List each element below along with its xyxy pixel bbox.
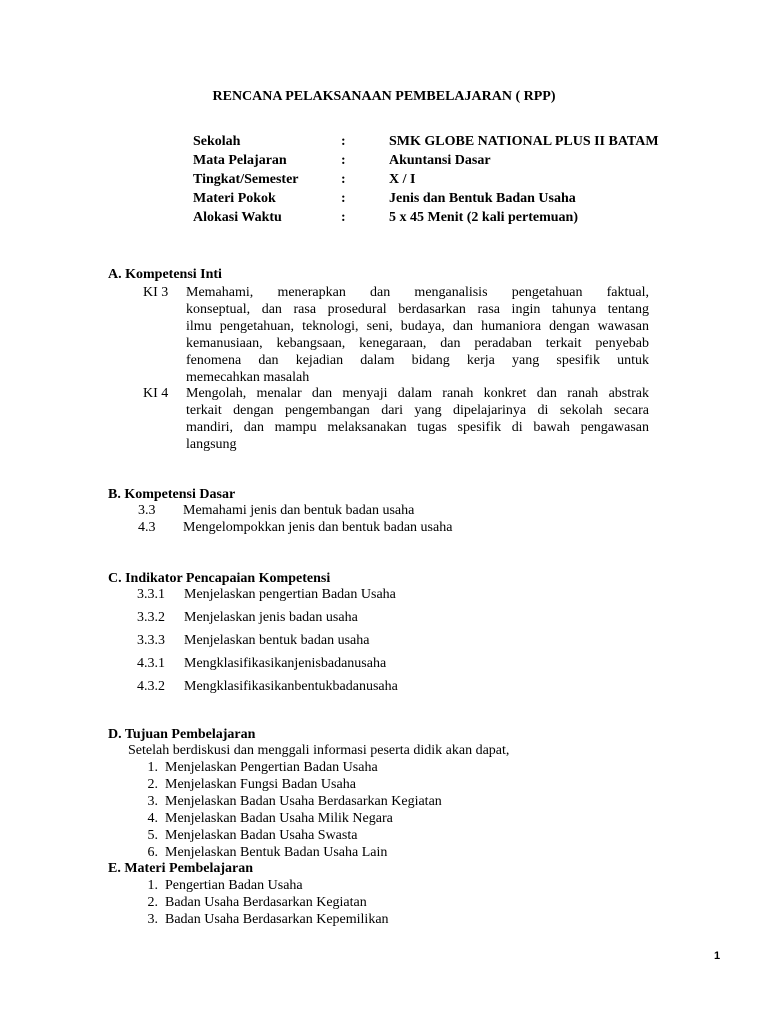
objective-number: 5. xyxy=(147,828,158,843)
objective-number: 3. xyxy=(147,794,158,809)
ki-text-line: Mengolah, menalar dan menyaji dalam ranah konkret dan ranah abstrak xyxy=(186,386,649,401)
identity-value: Jenis dan Bentuk Badan Usaha xyxy=(389,191,576,206)
identity-label: Sekolah xyxy=(193,134,241,149)
objective-text: Menjelaskan Badan Usaha Berdasarkan Kegiatan xyxy=(165,794,442,809)
objective-number: 2. xyxy=(147,777,158,792)
ki-text-line: mandiri, dan mampu melaksanakan tugas spesifik di bawah pengawasan xyxy=(186,420,649,435)
indicator-number: 4.3.1 xyxy=(137,656,165,671)
objective-number: 1. xyxy=(147,760,158,775)
identity-value: SMK GLOBE NATIONAL PLUS II BATAM xyxy=(389,134,659,149)
ki-code: KI 3 xyxy=(143,285,169,300)
kd-text: Mengelompokkan jenis dan bentuk badan usaha xyxy=(183,520,453,535)
identity-colon: : xyxy=(341,134,346,149)
indicator-text: Menjelaskan pengertian Badan Usaha xyxy=(184,587,396,602)
document-title: RENCANA PELAKSANAAN PEMBELAJARAN ( RPP) xyxy=(212,89,556,104)
identity-value: 5 x 45 Menit (2 kali pertemuan) xyxy=(389,210,578,225)
indicator-number: 3.3.2 xyxy=(137,610,165,625)
material-text: Badan Usaha Berdasarkan Kegiatan xyxy=(165,895,367,910)
identity-row-alokasi-waktu xyxy=(0,209,768,228)
indicator-text: Menjelaskan jenis badan usaha xyxy=(184,610,358,625)
kd-number: 3.3 xyxy=(138,503,156,518)
section-d-intro: Setelah berdiskusi dan menggali informasi peserta didik akan dapat, xyxy=(128,743,510,758)
ki-text-line: fenomena dan kejadian dalam bidang kerja yang spesifik untuk xyxy=(186,353,649,368)
material-number: 3. xyxy=(147,912,158,927)
ki-text-line: kemanusiaan, kebangsaan, kenegaraan, dan peradaban terkait penyebab xyxy=(186,336,649,351)
identity-label: Alokasi Waktu xyxy=(193,210,282,225)
section-a-heading: A. Kompetensi Inti xyxy=(108,267,222,282)
indicator-text: Mengklasifikasikanjenisbadanusaha xyxy=(184,656,387,671)
identity-colon: : xyxy=(341,191,346,206)
identity-label: Materi Pokok xyxy=(193,191,276,206)
ki-code: KI 4 xyxy=(143,386,169,401)
section-e-heading: E. Materi Pembelajaran xyxy=(108,861,254,876)
identity-row-materi-pokok xyxy=(0,190,768,209)
identity-value: X / I xyxy=(389,172,416,187)
objective-text: Menjelaskan Bentuk Badan Usaha Lain xyxy=(165,845,388,860)
ki-text-line: ilmu pengetahuan, teknologi, seni, budaya, dan humaniora dengan wawasan xyxy=(186,319,649,334)
identity-label: Tingkat/Semester xyxy=(193,172,299,187)
objective-number: 4. xyxy=(147,811,158,826)
identity-label: Mata Pelajaran xyxy=(193,153,287,168)
identity-colon: : xyxy=(341,153,346,168)
material-number: 1. xyxy=(147,878,158,893)
objective-number: 6. xyxy=(147,845,158,860)
indicator-number: 4.3.2 xyxy=(137,679,165,694)
objective-text: Menjelaskan Fungsi Badan Usaha xyxy=(165,777,356,792)
material-text: Badan Usaha Berdasarkan Kepemilikan xyxy=(165,912,389,927)
objective-text: Menjelaskan Pengertian Badan Usaha xyxy=(165,760,378,775)
objective-text: Menjelaskan Badan Usaha Swasta xyxy=(165,828,358,843)
material-number: 2. xyxy=(147,895,158,910)
kd-number: 4.3 xyxy=(138,520,156,535)
objective-text: Menjelaskan Badan Usaha Milik Negara xyxy=(165,811,393,826)
section-b-heading: B. Kompetensi Dasar xyxy=(108,487,236,502)
ki-text xyxy=(186,284,649,386)
ki-text-line: langsung xyxy=(186,437,237,452)
ki-text xyxy=(186,385,649,453)
identity-colon: : xyxy=(341,172,346,187)
section-c-heading: C. Indikator Pencapaian Kompetensi xyxy=(108,571,331,586)
identity-row-tingkat-semester xyxy=(0,171,768,190)
ki-text-line: konseptual, dan rasa prosedural berdasarkan rasa ingin tahunya tentang xyxy=(186,302,649,317)
indicator-text: Mengklasifikasikanbentukbadanusaha xyxy=(184,679,398,694)
section-d-heading: D. Tujuan Pembelajaran xyxy=(108,727,256,742)
material-text: Pengertian Badan Usaha xyxy=(165,878,303,893)
indicator-number: 3.3.1 xyxy=(137,587,165,602)
page-number: 1 xyxy=(714,950,721,962)
indicator-number: 3.3.3 xyxy=(137,633,165,648)
identity-value: Akuntansi Dasar xyxy=(389,153,491,168)
kd-text: Memahami jenis dan bentuk badan usaha xyxy=(183,503,415,518)
indicator-text: Menjelaskan bentuk badan usaha xyxy=(184,633,370,648)
identity-row-mata-pelajaran xyxy=(0,152,768,171)
ki-text-line: Memahami, menerapkan dan menganalisis pengetahuan faktual, xyxy=(186,285,649,300)
ki-text-line: memecahkan masalah xyxy=(186,370,310,385)
identity-colon: : xyxy=(341,210,346,225)
identity-row-sekolah xyxy=(0,133,768,152)
ki-text-line: terkait dengan pengembangan dari yang dipelajarinya di sekolah secara xyxy=(186,403,649,418)
